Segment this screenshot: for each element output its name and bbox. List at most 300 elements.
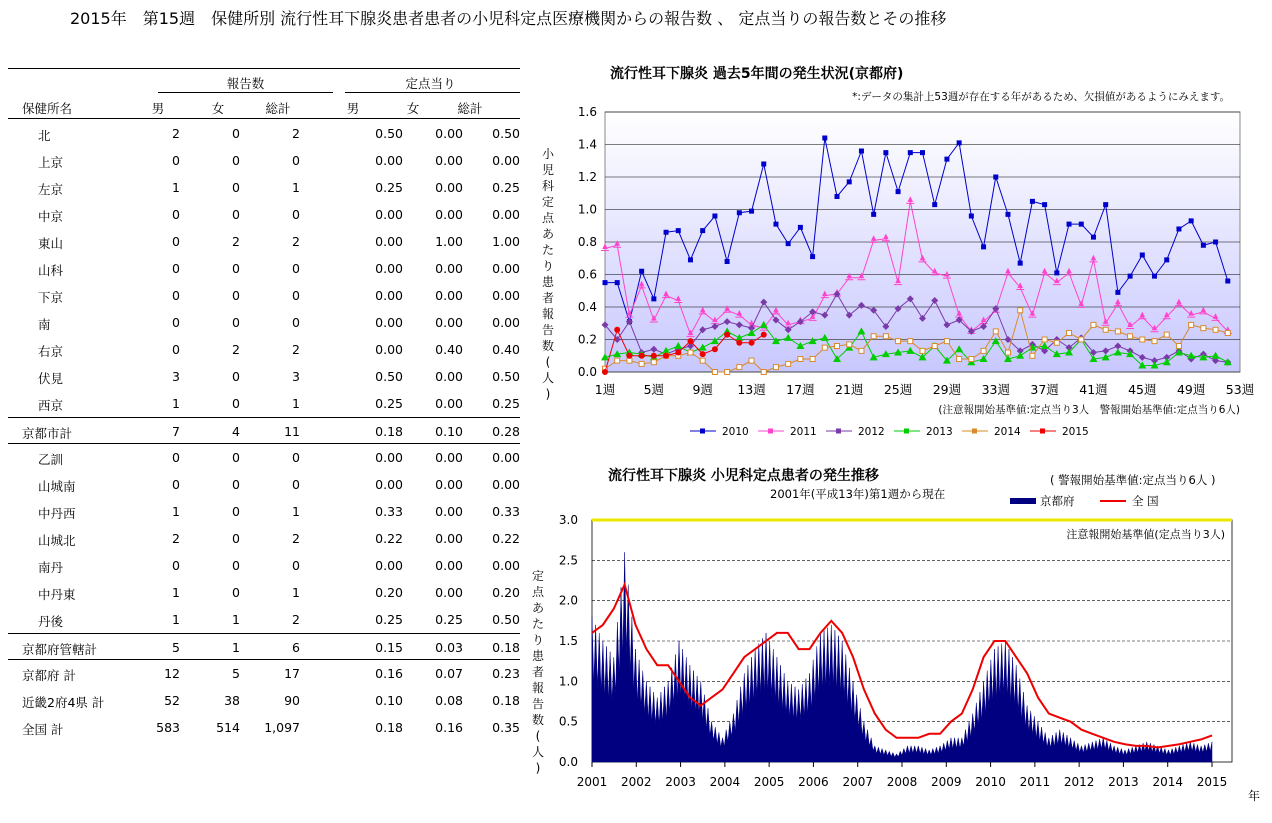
row-value: 1 (232, 640, 240, 655)
row-value: 0.33 (492, 504, 520, 519)
chart1-point-2014 (1225, 331, 1230, 336)
chart1-ylabel-char: 小 (541, 147, 555, 161)
row-value: 0.40 (492, 342, 520, 357)
row-value: 0.00 (375, 288, 403, 303)
chart1-point-2010 (1164, 257, 1169, 262)
chart1-point-2014 (700, 358, 705, 363)
chart2-xtick-label: 2010 (975, 775, 1006, 789)
row-value: 52 (164, 693, 180, 708)
row-name: 京都府管轄計 (22, 642, 98, 657)
chart2-xtick-label: 2006 (798, 775, 829, 789)
chart1-point-2014 (1030, 353, 1035, 358)
chart1-xtick-label: 49週 (1176, 382, 1206, 397)
chart1-point-2010 (712, 214, 717, 219)
table-row (8, 444, 520, 471)
row-value: 0.18 (492, 640, 520, 655)
chart1-xtick-label: 45週 (1128, 382, 1157, 397)
row-value: 0 (292, 288, 300, 303)
row-value: 0.00 (435, 504, 463, 519)
row-value: 0 (232, 531, 240, 546)
row-value: 0.50 (492, 612, 520, 627)
chart1-point-2014 (1176, 344, 1181, 349)
chart2-ylabel-char: 患 (531, 649, 545, 663)
chart1-point-2010 (1042, 202, 1047, 207)
column-header: 総計 (265, 101, 291, 116)
row-value: 2 (172, 531, 180, 546)
row-value: 0.16 (375, 666, 403, 681)
chart1-ylabel-char: ( (545, 355, 551, 369)
row-name: 山城北 (38, 533, 76, 548)
row-name: 伏見 (38, 371, 64, 386)
chart2-ytick-label: 3.0 (558, 513, 578, 527)
row-value: 0.10 (435, 424, 463, 439)
table-row (8, 282, 520, 309)
column-header: 男 (346, 101, 360, 116)
row-value: 0 (172, 342, 180, 357)
chart1-point-2015 (614, 327, 620, 333)
row-value: 2 (292, 126, 300, 141)
chart1-point-2014 (749, 358, 754, 363)
table-row (8, 363, 520, 390)
row-value: 0.50 (492, 126, 520, 141)
chart1-ylabel-char: あ (541, 227, 555, 241)
row-value: 0.50 (375, 126, 403, 141)
table-row (8, 417, 520, 444)
chart2-legend-label-national: 全 国 (1132, 494, 1159, 508)
row-value: 11 (284, 424, 300, 439)
chart1-legend-label: 2015 (1062, 426, 1089, 438)
chart1-point-2010 (1103, 202, 1108, 207)
chart1-point-2010 (1176, 227, 1181, 232)
chart1-point-2014 (932, 344, 937, 349)
column-header: 男 (151, 101, 165, 116)
row-value: 0.00 (435, 288, 463, 303)
table-row (8, 606, 520, 633)
chart2-subtitle: 2001年(平成13年)第1週から現在 (770, 487, 946, 501)
chart1-ylabel-char: 点 (541, 211, 555, 225)
chart2-title: 流行性耳下腺炎 小児科定点患者の発生推移 (608, 468, 879, 484)
chart1-point-2014 (1018, 308, 1023, 313)
chart1-ytick-label: 1.4 (577, 137, 597, 152)
chart1-point-2010 (835, 194, 840, 199)
row-value: 514 (216, 720, 240, 735)
table-row (8, 633, 520, 660)
chart1-point-2014 (969, 357, 974, 362)
table-top-line (8, 68, 520, 69)
chart1-point-2010 (957, 140, 962, 145)
chart1-point-2014 (688, 350, 693, 355)
header-bottom-line (8, 118, 520, 119)
chart2-ytick-label: 1.0 (558, 674, 578, 689)
chart1-legend-marker (836, 429, 841, 434)
row-value: 0 (292, 450, 300, 465)
chart1-point-2010 (1030, 199, 1035, 204)
row-value: 4 (232, 424, 240, 439)
chart1-point-2014 (1201, 326, 1206, 331)
table-row (8, 525, 520, 552)
chart1-point-2014 (1005, 350, 1010, 355)
row-name: 中丹東 (38, 587, 76, 602)
chart1-xtick-label: 37週 (1030, 382, 1059, 397)
chart1-point-2010 (1115, 290, 1120, 295)
chart1-point-2010 (1201, 243, 1206, 248)
chart1-point-2015 (749, 340, 755, 346)
row-value: 0.35 (492, 720, 520, 735)
row-name: 近畿2府4県 計 (22, 695, 105, 710)
chart1-note: *:データの集計上53週が存在する年があるため、欠損値があるようにみえます。 (852, 91, 1230, 103)
chart1-point-2010 (615, 280, 620, 285)
row-value: 0.22 (375, 531, 403, 546)
chart2-xlabel: 年 (1247, 789, 1261, 803)
row-value: 1.00 (435, 234, 463, 249)
chart1-point-2014 (920, 348, 925, 353)
row-value: 0 (292, 261, 300, 276)
chart1-ylabel-char: 報 (541, 307, 555, 321)
chart1-point-2010 (1225, 279, 1230, 284)
chart1-legend-label: 2013 (926, 426, 953, 438)
table-row (8, 498, 520, 525)
chart2-ylabel-char: 報 (531, 681, 545, 695)
chart1-legend-marker (768, 429, 773, 434)
chart1-point-2014 (725, 370, 730, 375)
chart1-point-2015 (675, 350, 681, 356)
row-value: 0.00 (435, 558, 463, 573)
table-row (8, 687, 520, 714)
chart1-ylabel-char: 定 (541, 195, 555, 209)
chart1-ytick-label: 1.0 (577, 202, 597, 217)
chart1-point-2015 (663, 353, 669, 359)
row-value: 0.00 (492, 207, 520, 222)
chart1-point-2014 (712, 370, 717, 375)
row-value: 0 (292, 315, 300, 330)
row-value: 0 (172, 207, 180, 222)
row-value: 0.00 (435, 180, 463, 195)
chart1-threshold-note: (注意報開始基準値:定点当り3人 警報開始基準値:定点当り6人) (938, 404, 1240, 416)
chart1-point-2014 (651, 360, 656, 365)
row-value: 2 (172, 126, 180, 141)
chart1-point-2010 (1140, 253, 1145, 258)
chart2-ylabel-char: 人 (531, 745, 545, 759)
row-value: 1 (172, 180, 180, 195)
chart1-point-2014 (1115, 329, 1120, 334)
chart2-ytick-label: 0.0 (558, 755, 578, 769)
table-row (8, 147, 520, 174)
chart2-threshold-note: 注意報開始基準値(定点当り3人) (1066, 528, 1225, 541)
row-value: 0.00 (375, 234, 403, 249)
row-value: 0 (232, 585, 240, 600)
chart1-point-2010 (1189, 218, 1194, 223)
row-value: 2 (292, 612, 300, 627)
chart1-point-2010 (859, 149, 864, 154)
row-value: 0.33 (375, 504, 403, 519)
chart1-point-2010 (603, 280, 608, 285)
row-value: 0 (232, 315, 240, 330)
row-value: 0 (232, 153, 240, 168)
chart2-ylabel-char: り (531, 633, 545, 647)
row-value: 0 (232, 207, 240, 222)
chart1-ylabel-char: 者 (541, 291, 555, 305)
row-value: 0.00 (492, 261, 520, 276)
row-value: 12 (164, 666, 180, 681)
row-value: 0.25 (435, 612, 463, 627)
chart2-ytick-label: 2.0 (558, 593, 578, 608)
chart1-point-2010 (651, 296, 656, 301)
chart1-point-2010 (1067, 222, 1072, 227)
row-name: 右京 (38, 344, 64, 359)
row-value: 2 (232, 234, 240, 249)
row-value: 6 (292, 640, 300, 655)
chart1-point-2015 (687, 338, 693, 344)
row-value: 0.22 (492, 531, 520, 546)
chart2-ylabel-char: 告 (531, 697, 545, 711)
chart2-alert-note: ( 警報開始基準値:定点当り6人 ) (1050, 473, 1216, 487)
table-row (8, 120, 520, 147)
row-value: 0.00 (435, 585, 463, 600)
row-value: 7 (172, 424, 180, 439)
row-value: 0.00 (435, 396, 463, 411)
row-value: 1 (172, 396, 180, 411)
row-name: 丹後 (38, 614, 64, 629)
chart2-xtick-label: 2003 (665, 775, 696, 789)
row-value: 0.00 (492, 558, 520, 573)
row-value: 1 (292, 180, 300, 195)
row-value: 38 (224, 693, 240, 708)
chart1-point-2014 (1103, 327, 1108, 332)
chart1-point-2014 (993, 329, 998, 334)
chart1-point-2010 (1018, 261, 1023, 266)
row-value: 1 (172, 504, 180, 519)
row-value: 0 (232, 477, 240, 492)
chart2-xtick-label: 2009 (931, 775, 962, 789)
row-value: 1,097 (264, 720, 300, 735)
chart1-point-2010 (920, 150, 925, 155)
row-value: 0 (172, 153, 180, 168)
row-value: 0.20 (492, 585, 520, 600)
row-value: 0 (232, 558, 240, 573)
chart2-ylabel-char: 定 (531, 569, 545, 583)
chart1-xtick-label: 25週 (883, 382, 913, 397)
row-value: 0.50 (375, 369, 403, 384)
row-value: 0.40 (435, 342, 463, 357)
group-header-per-site: 定点当り (405, 76, 456, 91)
row-value: 0.00 (375, 153, 403, 168)
chart1-point-2010 (883, 150, 888, 155)
chart1-point-2010 (688, 257, 693, 262)
chart1-point-2014 (944, 339, 949, 344)
chart1-ylabel-char: 告 (541, 323, 555, 337)
table-row (8, 174, 520, 201)
row-value: 0.00 (435, 477, 463, 492)
chart1-point-2015 (761, 332, 767, 338)
chart1-point-2010 (700, 228, 705, 233)
row-value: 17 (284, 666, 300, 681)
group-divider (344, 70, 345, 118)
chart1-ylabel-char: 人 (541, 371, 555, 385)
chart1-ylabel-char: 児 (541, 163, 555, 177)
chart2-ylabel-char: た (531, 617, 545, 631)
chart1-point-2010 (993, 175, 998, 180)
row-name: 左京 (38, 182, 64, 197)
chart1-point-2014 (737, 365, 742, 370)
row-value: 0.00 (435, 369, 463, 384)
row-value: 1 (172, 585, 180, 600)
row-value: 0.28 (492, 424, 520, 439)
chart1-ytick-label: 1.6 (577, 105, 597, 119)
row-value: 0 (292, 558, 300, 573)
chart1-xtick-label: 33週 (981, 382, 1010, 397)
chart1-ytick-label: 0.6 (577, 267, 597, 282)
row-value: 0 (172, 234, 180, 249)
chart1-point-2014 (859, 348, 864, 353)
chart1-legend-marker (700, 429, 705, 434)
chart1-xtick-label: 41週 (1079, 382, 1108, 397)
row-value: 0.25 (375, 180, 403, 195)
chart1-point-2014 (639, 361, 644, 366)
chart1-xtick-label: 1週 (594, 382, 616, 397)
row-value: 0.00 (375, 558, 403, 573)
chart2-legend-label-kyoto: 京都府 (1040, 494, 1075, 508)
row-value: 0.00 (435, 531, 463, 546)
chart2-xtick-label: 2014 (1152, 775, 1183, 789)
chart1-point-2014 (1091, 322, 1096, 327)
chart2-xtick-label: 2004 (709, 775, 741, 789)
row-name: 東山 (38, 236, 64, 251)
chart1-legend-marker (1040, 429, 1045, 434)
chart1-point-2014 (773, 365, 778, 370)
row-value: 0.25 (375, 612, 403, 627)
row-value: 0 (172, 477, 180, 492)
chart1-point-2010 (969, 214, 974, 219)
chart1-point-2015 (639, 353, 645, 359)
row-name: 下京 (38, 290, 64, 305)
chart1-point-2010 (822, 136, 827, 141)
chart1-legend-label: 2014 (994, 426, 1021, 438)
row-name: 京都市計 (22, 426, 73, 441)
chart1-point-2010 (1152, 274, 1157, 279)
chart1-point-2014 (896, 339, 901, 344)
row-name: 中京 (38, 209, 64, 224)
row-name: 京都府 計 (22, 668, 76, 683)
chart1-point-2010 (847, 179, 852, 184)
row-value: 0.00 (375, 207, 403, 222)
chart1-ytick-label: 1.2 (577, 170, 597, 184)
chart1-xtick-label: 21週 (835, 382, 864, 397)
row-name: 南 (38, 317, 51, 332)
chart1-point-2010 (896, 189, 901, 194)
chart1-point-2014 (1213, 327, 1218, 332)
row-value: 0.00 (375, 342, 403, 357)
chart1-ylabel-char: ) (545, 387, 551, 401)
row-value: 1 (172, 612, 180, 627)
row-value: 0.25 (375, 396, 403, 411)
row-value: 0.00 (492, 288, 520, 303)
column-header: 女 (211, 101, 225, 116)
table-row (8, 471, 520, 498)
row-value: 0.20 (375, 585, 403, 600)
chart-long-term (530, 458, 1260, 818)
chart-five-year (540, 58, 1260, 438)
chart1-point-2010 (676, 228, 681, 233)
row-value: 583 (156, 720, 180, 735)
chart1-point-2010 (798, 225, 803, 230)
row-name: 山科 (38, 263, 64, 278)
row-value: 1 (292, 504, 300, 519)
chart2-ylabel-char: 者 (531, 665, 545, 679)
chart1-point-2014 (822, 345, 827, 350)
chart2-ytick-label: 2.5 (558, 553, 578, 568)
chart1-point-2014 (1067, 331, 1072, 336)
chart1-title: 流行性耳下腺炎 過去5年間の発生状況(京都府) (610, 66, 904, 82)
chart1-point-2010 (725, 259, 730, 264)
row-value: 2 (232, 342, 240, 357)
chart1-point-2015 (736, 340, 742, 346)
chart1-ylabel-char: 数 (541, 339, 555, 353)
chart1-point-2015 (712, 346, 718, 352)
chart1-ylabel-char: 患 (541, 275, 555, 289)
chart1-ylabel-char: た (541, 243, 555, 257)
row-value: 0.00 (375, 261, 403, 276)
row-value: 0.00 (492, 477, 520, 492)
row-value: 0 (232, 369, 240, 384)
row-value: 0.50 (492, 369, 520, 384)
row-name: 西京 (38, 398, 64, 413)
chart1-point-2010 (749, 209, 754, 214)
column-header: 総計 (457, 101, 483, 116)
row-name: 南丹 (38, 560, 64, 575)
row-value: 0 (232, 450, 240, 465)
row-value: 0 (232, 126, 240, 141)
chart1-point-2015 (651, 353, 657, 359)
chart1-point-2014 (1042, 337, 1047, 342)
row-value: 0.00 (375, 450, 403, 465)
row-name: 上京 (38, 155, 64, 170)
row-value: 0 (292, 153, 300, 168)
chart1-xtick-label: 29週 (932, 382, 962, 397)
row-value: 0.18 (375, 424, 403, 439)
table-row (8, 714, 520, 741)
row-value: 0.07 (435, 666, 463, 681)
row-value: 2 (292, 531, 300, 546)
row-value: 0 (172, 558, 180, 573)
table-row (8, 336, 520, 363)
row-value: 0.23 (492, 666, 520, 681)
row-value: 90 (284, 693, 300, 708)
table-row (8, 309, 520, 336)
chart2-xtick-label: 2001 (576, 775, 608, 789)
row-value: 0.00 (492, 450, 520, 465)
chart1-point-2010 (981, 244, 986, 249)
table-row (8, 201, 520, 228)
chart1-point-2010 (737, 210, 742, 215)
chart1-point-2010 (871, 212, 876, 217)
column-header: 保健所名 (22, 101, 73, 116)
table-row (8, 228, 520, 255)
page-title: 2015年 第15週 保健所別 流行性耳下腺炎患者患者の小児科定点医療機関からの報告数 、 定点当りの報告数とその推移 (70, 9, 947, 28)
chart2-ylabel-char: 点 (531, 585, 545, 599)
row-value: 2 (292, 234, 300, 249)
row-value: 0 (232, 288, 240, 303)
chart1-point-2010 (761, 162, 766, 167)
row-value: 0.18 (375, 720, 403, 735)
column-header: 女 (406, 101, 420, 116)
row-value: 0 (232, 261, 240, 276)
chart1-point-2014 (1079, 337, 1084, 342)
chart1-point-2010 (1079, 222, 1084, 227)
chart2-xtick-label: 2005 (753, 775, 785, 789)
chart1-point-2010 (944, 157, 949, 162)
table-column-header-row (8, 93, 520, 120)
chart1-point-2014 (810, 357, 815, 362)
